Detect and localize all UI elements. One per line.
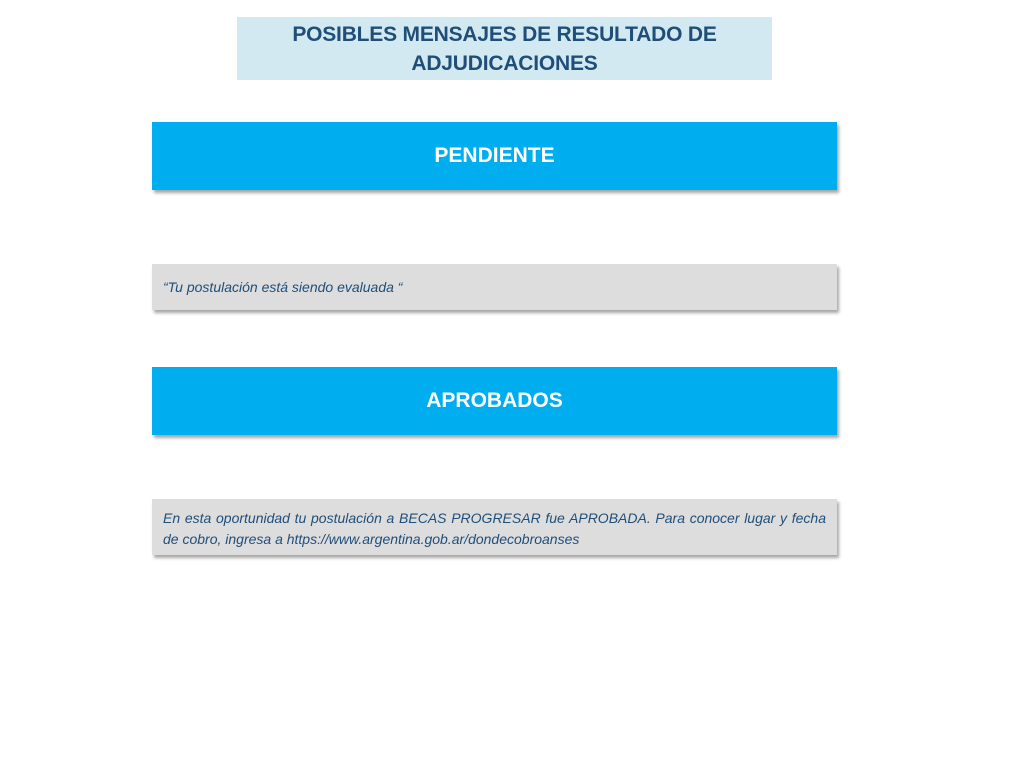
page-title: POSIBLES MENSAJES DE RESULTADO DE ADJUDICACIONES (292, 22, 717, 75)
message-box-pendiente (152, 264, 837, 310)
status-banner-pendiente: PENDIENTE (152, 122, 837, 190)
status-banner-aprobados: APROBADOS (152, 367, 837, 435)
page-title-box (237, 17, 772, 80)
message-text-aprobados: En esta oportunidad tu postulación a BECAS PROGRESAR fue APROBADA. Para conocer lugar y fecha de cobro, ingresa a https://www.argentina.gob.ar/dondecobroanses (163, 510, 826, 547)
message-box-aprobados (152, 499, 837, 555)
message-text-pendiente: “Tu postulación está siendo evaluada “ (163, 279, 403, 295)
